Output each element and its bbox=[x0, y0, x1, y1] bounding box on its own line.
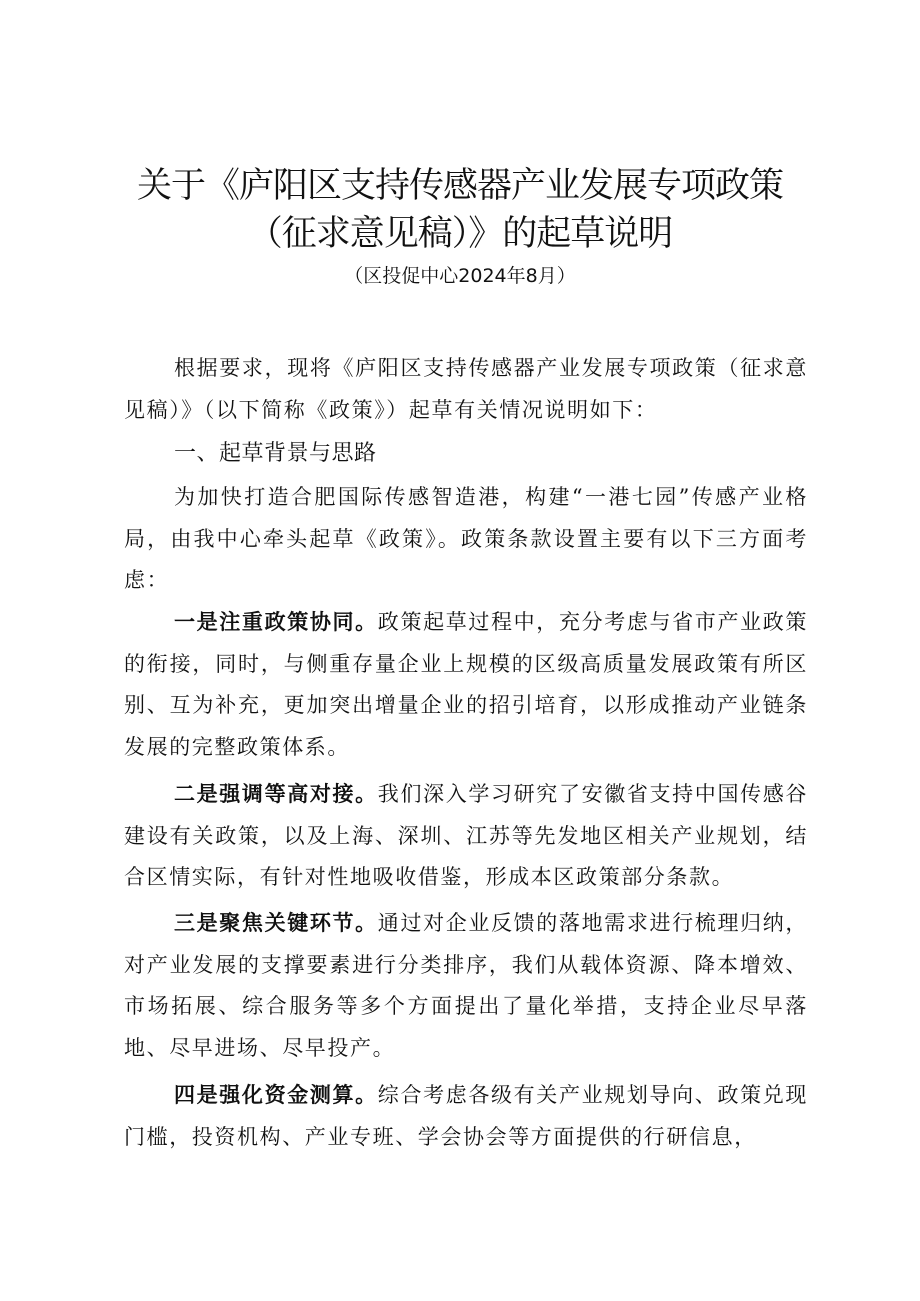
point-3-text: 通过对企业反馈的落地需求进行梳理归纳，对产业发展的支撑要素进行分类排序，我们从载体资源、降本增效、市场拓展、综合服务等多个方面提出了量化举措，支持企业尽早落地、尽早进场、尽早投产。 bbox=[124, 911, 808, 1060]
document-subtitle: （区投促中心2024年8月） bbox=[344, 265, 576, 287]
point-4-paragraph bbox=[124, 1075, 808, 1158]
section-1-paragraph: 为加快打造合肥国际传感智造港，构建“一港七园”传感产业格局，由我中心牵头起草《政策》。政策条款设置主要有以下三方面考虑： bbox=[124, 485, 808, 592]
title-line-1: 关于《庐阳区支持传感器产业发展专项政策 bbox=[136, 166, 783, 206]
point-1-text: 政策起草过程中，充分考虑与省市产业政策的衔接，同时，与侧重存量企业上规模的区级高质量发展政策有所区别、互为补充，更加突出增量企业的招引培育，以形成推动产业链条发展的完整政策体系。 bbox=[124, 610, 808, 759]
point-3-lead: 三是聚焦关键环节。 bbox=[174, 911, 378, 935]
point-1-paragraph bbox=[124, 602, 808, 768]
point-2-lead: 二是强调等高对接。 bbox=[174, 782, 378, 806]
point-2-text: 我们深入学习研究了安徽省支持中国传感谷建设有关政策，以及上海、深圳、江苏等先发地区相关产业规划，结合区情实际，有针对性地吸收借鉴，形成本区政策部分条款。 bbox=[124, 782, 808, 889]
point-2-paragraph bbox=[124, 774, 808, 899]
section-heading-1: 一、起草背景与思路 bbox=[174, 441, 377, 466]
point-1-lead: 一是注重政策协同。 bbox=[174, 610, 378, 634]
title-line-2: （征求意见稿）》的起草说明 bbox=[247, 214, 673, 254]
intro-paragraph: 根据要求，现将《庐阳区支持传感器产业发展专项政策（征求意见稿）》（以下简称《政策》）起草有关情况说明如下： bbox=[124, 356, 808, 422]
point-4-text: 综合考虑各级有关产业规划导向、政策兑现门槛，投资机构、产业专班、学会协会等方面提供的行研信息， bbox=[124, 1083, 808, 1149]
point-4-lead: 四是强化资金测算。 bbox=[174, 1083, 378, 1107]
document-title bbox=[0, 162, 920, 258]
point-3-paragraph bbox=[124, 903, 808, 1069]
